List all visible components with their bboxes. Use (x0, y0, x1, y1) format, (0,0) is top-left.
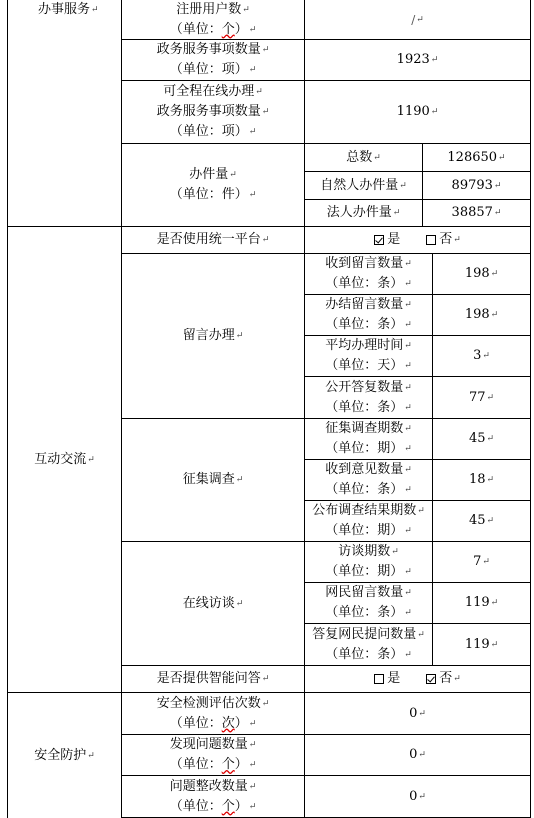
paragraph-mark: ↵ (404, 465, 412, 475)
cell-text: 3 (473, 348, 482, 363)
cell-text: 公布调查结果期数 (312, 503, 417, 518)
interview-row-value (433, 624, 530, 665)
cell-text: （单位：条） (325, 482, 404, 497)
message-row-value (433, 295, 530, 335)
volume-total-label: 总数 ↵ (346, 149, 381, 165)
cell-line (465, 635, 498, 655)
cell-text: 45 (468, 513, 486, 528)
cell-text: 0 (409, 705, 418, 721)
cell-line (312, 501, 425, 521)
cell-line (325, 274, 412, 294)
interview-group-label: 在线访谈 ↵ (182, 595, 244, 611)
cell-line (325, 645, 412, 665)
cell-line (325, 480, 412, 500)
cell-text: （单位：条） (325, 605, 404, 620)
paragraph-mark: ↵ (418, 750, 426, 760)
message-row-label (305, 336, 432, 376)
unit-prefix: （单位： (169, 715, 222, 731)
cell-line (170, 777, 257, 797)
paragraph-mark: ↵ (404, 341, 412, 351)
smart-qa-no-checkbox[interactable] (426, 674, 436, 684)
cell-line (325, 398, 412, 418)
paragraph-mark: ↵ (248, 740, 257, 750)
paragraph-mark: ↵ (418, 791, 426, 802)
cell-line (325, 254, 412, 274)
survey-row-label (305, 501, 432, 541)
cell-line (170, 735, 257, 755)
cell-text: 访谈期数 (338, 544, 391, 559)
cell-line (325, 356, 412, 376)
cell-text: （单位：期） (325, 564, 404, 579)
paragraph-mark: ↵ (417, 506, 425, 516)
cell-text: 198 (464, 266, 490, 281)
security-row-value (305, 776, 530, 817)
cell-line (325, 439, 412, 459)
cell-line (473, 552, 490, 572)
unit-suffix: ） (234, 798, 248, 814)
paragraph-mark: ↵ (486, 475, 495, 485)
cell-text: 办结留言数量 (325, 297, 404, 312)
cell-text: 征集调查期数 (325, 421, 404, 436)
unit-prefix: （单位： (169, 757, 222, 772)
cell-text: （单位：期） (325, 441, 404, 456)
cell-line (325, 460, 412, 480)
cell-line (325, 521, 412, 541)
paragraph-mark: ↵ (404, 361, 412, 371)
cell-line (325, 603, 412, 623)
paragraph-mark: ↵ (391, 547, 399, 557)
service-items-label: 政务服务事项数量 ↵ （单位：项） ↵ (156, 42, 270, 77)
paragraph-mark: ↵ (248, 781, 257, 792)
cell-text: （单位：条） (325, 399, 404, 415)
unit-word: 次 (221, 715, 235, 731)
paragraph-mark: ↵ (490, 310, 499, 320)
volume-total-value: 128650 ↵ (447, 149, 506, 165)
unified-no-checkbox[interactable] (426, 235, 436, 245)
survey-row-label (305, 460, 432, 500)
online-items-label: 可全程在线办理 ↵ 政务服务事项数量 ↵ （单位：项） ↵ (156, 84, 270, 139)
unified-yes-checkbox[interactable] (374, 235, 384, 245)
cell-text: 0 (409, 788, 418, 804)
cell-line (465, 305, 498, 325)
cell-text: 答复网民提问数量 (312, 626, 417, 642)
smart-qa-options: 是 否 ↵ (305, 666, 530, 692)
cell-text: 119 (464, 636, 490, 652)
online-items-value: 1190 ↵ (396, 104, 439, 119)
cell-text: 77 (468, 389, 486, 405)
paragraph-mark: ↵ (490, 269, 499, 279)
smart-qa-yes-checkbox[interactable] (374, 674, 384, 684)
cell-line (325, 295, 412, 315)
interview-row-value (433, 542, 530, 582)
paragraph-mark: ↵ (404, 382, 412, 393)
cell-text: 119 (464, 595, 490, 610)
security-row-value (305, 693, 530, 734)
cell-text: 45 (468, 431, 486, 446)
message-row-value (433, 254, 530, 294)
paragraph-mark: ↵ (248, 760, 257, 770)
security-row-value (305, 735, 530, 775)
cell-line (409, 787, 426, 807)
cell-text: 198 (464, 307, 490, 322)
message-row-label (305, 377, 432, 418)
cell-line (469, 429, 494, 449)
unified-platform-options: 是 否 ↵ (305, 227, 530, 253)
volume-legal-label: 法人办件量 ↵ (326, 205, 401, 220)
survey-row-label (305, 419, 432, 459)
paragraph-mark: ↵ (404, 279, 412, 289)
cell-text: 18 (468, 472, 486, 487)
messages-group-label: 留言办理 ↵ (182, 328, 244, 343)
message-row-value (433, 377, 530, 418)
interview-row-label (305, 624, 432, 665)
cell-line (325, 562, 412, 582)
cell-text: 发现问题数量 (169, 737, 248, 752)
cell-line (473, 346, 490, 366)
survey-row-value (433, 501, 530, 541)
cell-text: 平均办理时间 (325, 338, 404, 353)
unit-word: 个 (221, 757, 235, 772)
smart-qa-label: 是否提供智能问答 ↵ (156, 671, 270, 686)
cell-line (170, 714, 257, 734)
cell-line (170, 755, 257, 775)
unit-suffix: ） (234, 715, 248, 731)
cell-text: 网民留言数量 (325, 585, 404, 600)
paragraph-mark: ↵ (404, 259, 412, 269)
cell-line (409, 704, 426, 724)
cell-line (469, 511, 494, 531)
cell-line (325, 378, 412, 398)
cell-line (469, 470, 494, 490)
cell-line (312, 625, 425, 645)
cell-line (157, 694, 270, 714)
cell-line (325, 583, 412, 603)
paragraph-mark: ↵ (486, 516, 495, 526)
paragraph-mark: ↵ (261, 698, 270, 709)
cell-text: （单位：天） (325, 358, 404, 373)
cell-text: 7 (473, 554, 482, 569)
survey-row-value (433, 460, 530, 500)
paragraph-mark: ↵ (248, 801, 257, 812)
reg-users-label: 注册用户数 ↵ （单位： 个 ） ↵ (169, 1, 257, 37)
unit-prefix: （单位： (169, 798, 222, 814)
paragraph-mark: ↵ (486, 392, 495, 403)
section-interaction-label: 互动交流 ↵ (34, 451, 95, 467)
interview-row-label (305, 583, 432, 623)
volume-label: 办件量 ↵ （单位：件） ↵ (169, 167, 257, 202)
cell-text: （单位：条） (325, 276, 404, 291)
paragraph-mark: ↵ (404, 300, 412, 310)
paragraph-mark: ↵ (404, 444, 412, 454)
paragraph-mark: ↵ (418, 708, 426, 719)
cell-text: 收到留言数量 (325, 256, 404, 271)
cell-line (170, 797, 257, 817)
security-row-label (122, 693, 304, 734)
interview-row-value (433, 583, 530, 623)
paragraph-mark: ↵ (490, 639, 499, 650)
volume-natural-label: 自然人办件量 ↵ (320, 177, 407, 193)
paragraph-mark: ↵ (482, 351, 490, 361)
cell-line (469, 388, 494, 408)
interview-row-label (305, 542, 432, 582)
message-row-label (305, 254, 432, 294)
cell-text: 问题整改数量 (169, 778, 248, 794)
survey-group-label: 征集调查 ↵ (182, 472, 244, 487)
cell-text: 收到意见数量 (325, 462, 404, 477)
paragraph-mark: ↵ (404, 402, 412, 413)
cell-line (325, 336, 412, 356)
cell-text: （单位：条） (325, 646, 404, 662)
reg-users-value: / ↵ (411, 12, 424, 27)
cell-text: 安全检测评估次数 (156, 695, 261, 711)
section-security-label: 安全防护 ↵ (34, 747, 95, 763)
paragraph-mark: ↵ (248, 718, 257, 729)
cell-line (465, 264, 498, 284)
paragraph-mark: ↵ (417, 629, 425, 640)
cell-line (338, 542, 399, 562)
paragraph-mark: ↵ (486, 434, 495, 444)
paragraph-mark: ↵ (404, 567, 412, 577)
table-border-right (530, 0, 531, 818)
volume-natural-value: 89793 ↵ (451, 177, 502, 193)
cell-line (409, 745, 426, 765)
paragraph-mark: ↵ (404, 526, 412, 536)
cell-text: 0 (409, 747, 418, 762)
service-items-value: 1923 ↵ (396, 52, 439, 67)
paragraph-mark: ↵ (404, 320, 412, 330)
message-row-label (305, 295, 432, 335)
paragraph-mark: ↵ (404, 424, 412, 434)
paragraph-mark: ↵ (404, 649, 412, 660)
paragraph-mark: ↵ (404, 608, 412, 618)
section-service-label: 办事服务 ↵ (38, 2, 99, 17)
cell-text: 公开答复数量 (325, 379, 404, 395)
security-row-label (122, 735, 304, 775)
cell-line (325, 315, 412, 335)
message-row-value (433, 336, 530, 376)
survey-row-value (433, 419, 530, 459)
cell-text: （单位：期） (325, 523, 404, 538)
paragraph-mark: ↵ (404, 588, 412, 598)
paragraph-mark: ↵ (490, 598, 499, 608)
unit-word: 个 (221, 798, 235, 814)
security-row-label (122, 776, 304, 817)
unit-suffix: ） (234, 757, 248, 772)
volume-legal-value: 38857 ↵ (451, 205, 502, 220)
paragraph-mark: ↵ (404, 485, 412, 495)
paragraph-mark: ↵ (482, 557, 490, 567)
unified-platform-label: 是否使用统一平台 ↵ (156, 232, 270, 247)
cell-line (465, 593, 498, 613)
cell-line (325, 419, 412, 439)
cell-text: （单位：条） (325, 317, 404, 332)
